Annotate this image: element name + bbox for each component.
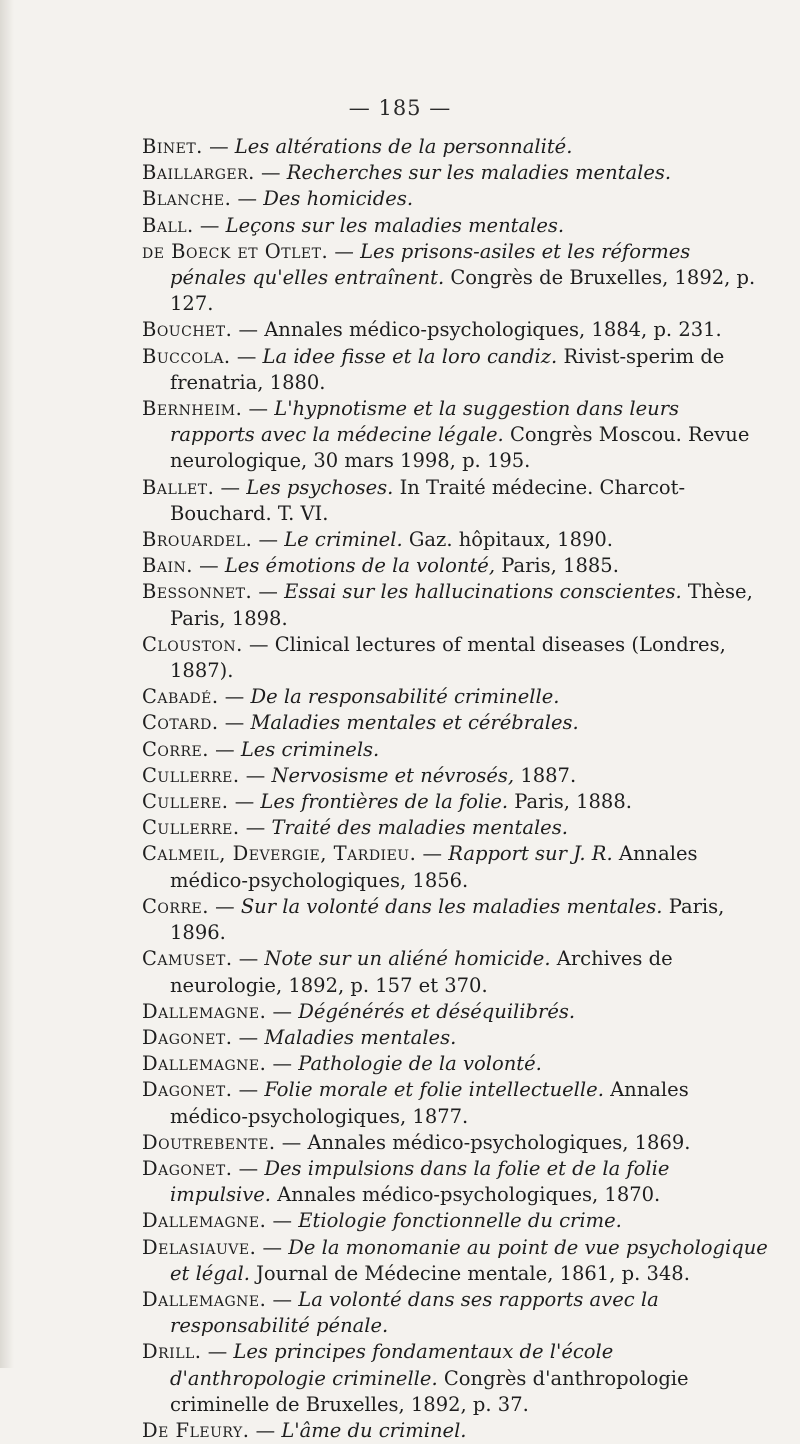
bibliography-entry xyxy=(142,1077,770,1129)
entry-title: La idee fisse et la loro candiz. xyxy=(262,344,558,368)
entry-separator: — xyxy=(252,580,285,604)
entry-separator: — xyxy=(232,318,265,342)
bibliography-entry xyxy=(142,632,770,684)
entry-details: Annales médico-psychologiques, 1856. xyxy=(170,842,698,892)
entry-title: Les altérations de la personnalité. xyxy=(234,135,573,158)
entry-author: Dallemagne. xyxy=(142,1209,267,1233)
entry-author: Delasiauve. xyxy=(142,1235,257,1259)
bibliography-entry xyxy=(142,317,770,343)
entry-details: Clinical lectures of mental diseases (Londres, 1887). xyxy=(170,632,726,683)
entry-title: Essai sur les hallucinations conscientes. xyxy=(284,580,682,604)
bibliography-entry xyxy=(142,1208,770,1234)
entry-title: Note sur un aliéné homicide. xyxy=(264,947,551,971)
entry-separator: — xyxy=(192,554,225,578)
entry-author: Ballet. xyxy=(142,475,215,499)
bibliography-entry xyxy=(142,160,770,186)
entry-author: Dallemagne. xyxy=(142,1052,267,1076)
entry-separator: — xyxy=(416,842,449,866)
entry-separator: — xyxy=(239,816,272,840)
entry-separator: — xyxy=(214,475,247,499)
bibliography-entry xyxy=(142,789,770,815)
entry-author: Brouardel. xyxy=(142,528,253,552)
bibliography-entry xyxy=(142,999,770,1025)
bibliography-entry xyxy=(142,134,770,160)
entry-separator: — xyxy=(275,1130,308,1154)
entry-separator: — xyxy=(232,1078,265,1102)
entry-title: Le criminel. xyxy=(284,528,403,552)
entry-author: Cabadé. xyxy=(142,685,219,709)
entry-author: Blanche. xyxy=(142,187,232,211)
entry-title: Les émotions de la volonté, xyxy=(224,554,496,578)
page-number: — 185 — xyxy=(348,96,452,120)
entry-author: Binet. xyxy=(142,135,203,158)
entry-author: Doutrebente. xyxy=(142,1130,276,1154)
entry-title: L'hypnotisme et la suggestion dans leurs rapports avec la médecine légale. xyxy=(170,397,680,447)
entry-separator: — xyxy=(254,161,287,185)
bibliography-entry xyxy=(142,737,770,763)
entry-separator: — xyxy=(242,397,275,421)
entry-author: Bessonnet. xyxy=(142,580,253,604)
entry-title: Recherches sur les maladies mentales. xyxy=(286,161,672,185)
entry-title: Etiologie fonctionnelle du crime. xyxy=(298,1209,622,1233)
entry-details: Journal de Médecine mentale, 1861, p. 348. xyxy=(249,1261,690,1285)
entry-details: 1887. xyxy=(514,763,577,787)
entry-author: Buccola. xyxy=(142,344,231,368)
entry-separator: — xyxy=(232,947,265,971)
entry-separator: — xyxy=(208,894,241,918)
entry-title: Pathologie de la volonté. xyxy=(298,1052,542,1076)
entry-details: Paris, 1888. xyxy=(508,790,632,814)
entry-author: de Boeck et Otlet. xyxy=(142,239,329,263)
entry-separator: — xyxy=(218,685,251,709)
entry-separator: — xyxy=(242,632,275,656)
entry-separator: — xyxy=(239,763,272,787)
bibliography-entry xyxy=(142,1130,770,1156)
entry-details: Archives de neurologie, 1892, p. 157 et 370. xyxy=(170,947,673,997)
bibliography-entry xyxy=(142,1156,770,1208)
entry-title: Les prisons-asiles et les réformes pénales qu'elles entraînent. xyxy=(170,239,691,290)
entry-title: Des homicides. xyxy=(263,187,414,211)
entry-author: Camuset. xyxy=(142,947,233,971)
entry-separator: — xyxy=(266,999,299,1023)
bibliography-entry xyxy=(142,1235,770,1287)
bibliography-entry xyxy=(142,344,770,396)
bibliography-entry xyxy=(142,710,770,736)
entry-separator: — xyxy=(218,711,251,735)
entry-title: Des impulsions dans la folie et de la folie impulsive. xyxy=(170,1156,670,1207)
entry-author: Clouston. xyxy=(142,632,243,656)
bibliography-entry xyxy=(142,1287,770,1339)
bibliography-entry xyxy=(142,763,770,789)
entry-details: Congrès d'anthropologie criminelle de Bruxelles, 1892, p. 37. xyxy=(170,1366,689,1416)
entry-separator: — xyxy=(231,187,264,211)
entry-title: Dégénérés et déséquilibrés. xyxy=(298,999,576,1023)
bibliography-entry xyxy=(142,1025,770,1051)
bibliography-entry xyxy=(142,475,770,527)
entry-details: Congrès de Bruxelles, 1892, p. 127. xyxy=(170,266,756,316)
entry-title: Les principes fondamentaux de l'école d'anthropologie criminelle. xyxy=(170,1340,614,1390)
bibliography-entry xyxy=(142,684,770,710)
entry-title: Folie morale et folie intellectuelle. xyxy=(264,1078,604,1102)
entry-separator: — xyxy=(232,1156,265,1180)
entry-author: Ball. xyxy=(142,213,194,237)
bibliography-entry xyxy=(142,396,770,475)
entry-author: De Fleury. xyxy=(142,1418,250,1442)
entry-title: L'âme du criminel. xyxy=(281,1418,467,1442)
entry-author: Calmeil, Devergie, Tardieu. xyxy=(142,842,417,866)
entry-author: Drill. xyxy=(142,1340,202,1364)
entry-title: Nervosisme et névrosés, xyxy=(271,763,515,787)
entry-separator: — xyxy=(202,135,235,158)
entry-separator: — xyxy=(208,737,241,761)
entry-author: Bain. xyxy=(142,554,193,578)
entry-separator: — xyxy=(266,1052,299,1076)
entry-title: La volonté dans ses rapports avec la responsabilité pénale. xyxy=(170,1287,659,1338)
bibliography-entry xyxy=(142,553,770,579)
bibliography-entry xyxy=(142,894,770,946)
entry-details: Gaz. hôpitaux, 1890. xyxy=(402,528,613,552)
entry-separator: — xyxy=(193,213,226,237)
entry-separator: — xyxy=(328,239,361,263)
entry-title: Les criminels. xyxy=(240,737,380,761)
entry-separator: — xyxy=(230,344,263,368)
entry-author: Bouchet. xyxy=(142,318,233,342)
entry-author: Dallemagne. xyxy=(142,1287,267,1311)
entry-details: Annales médico-psychologiques, 1870. xyxy=(271,1183,661,1207)
entry-author: Cotard. xyxy=(142,711,219,735)
entry-title: Sur la volonté dans les maladies mentales. xyxy=(240,894,663,918)
entry-author: Dagonet. xyxy=(142,1025,233,1049)
entry-author: Dagonet. xyxy=(142,1156,233,1180)
entry-separator: — xyxy=(266,1287,299,1311)
bibliography-entry xyxy=(142,841,770,893)
entry-author: Cullerre. xyxy=(142,816,240,840)
entry-title: Maladies mentales et cérébrales. xyxy=(250,711,579,735)
entry-author: Corre. xyxy=(142,894,209,918)
entry-title: Les frontières de la folie. xyxy=(260,790,509,814)
entry-title: De la responsabilité criminelle. xyxy=(250,685,560,709)
bibliography-entry xyxy=(142,1339,770,1418)
entry-separator: — xyxy=(252,528,285,552)
entry-author: Dallemagne. xyxy=(142,999,267,1023)
entry-details: In Traité médecine. Charcot-Bouchard. T. VI. xyxy=(170,475,686,525)
entry-separator: — xyxy=(266,1209,299,1233)
bibliography-entry xyxy=(142,579,770,631)
entry-separator: — xyxy=(232,1025,265,1049)
entry-author: Dagonet. xyxy=(142,1078,233,1102)
bibliography-entry xyxy=(142,527,770,553)
entry-separator: — xyxy=(249,1418,282,1442)
entry-details: Annales médico-psychologiques, 1877. xyxy=(170,1078,689,1128)
entry-details: Annales médico-psychologiques, 1884, p. 231. xyxy=(264,318,722,342)
bibliography-entry xyxy=(142,239,770,318)
bibliography-list xyxy=(142,134,770,1444)
bibliography-entry xyxy=(142,1418,770,1444)
entry-separator: — xyxy=(201,1340,234,1364)
bibliography-entry xyxy=(142,186,770,212)
entry-details: Congrès Moscou. Revue neurologique, 30 mars 1998, p. 195. xyxy=(170,423,750,473)
entry-details: Annales médico-psychologiques, 1869. xyxy=(307,1130,691,1154)
entry-title: De la monomanie au point de vue psychologique et légal. xyxy=(170,1235,768,1285)
entry-author: Corre. xyxy=(142,737,209,761)
entry-title: Leçons sur les maladies mentales. xyxy=(225,213,565,237)
entry-details: Paris, 1896. xyxy=(170,894,725,945)
entry-title: Traité des maladies mentales. xyxy=(271,816,568,840)
bibliography-entry xyxy=(142,946,770,998)
entry-title: Les psychoses. xyxy=(246,475,394,499)
entry-details: Rivist-sperim de frenatria, 1880. xyxy=(170,344,725,394)
entry-details: Paris, 1885. xyxy=(495,554,619,578)
bibliography-entry xyxy=(142,815,770,841)
entry-separator: — xyxy=(228,790,261,814)
entry-title: Maladies mentales. xyxy=(264,1025,457,1049)
entry-separator: — xyxy=(256,1235,289,1259)
page-gutter-shadow xyxy=(0,0,14,1368)
bibliography-entry xyxy=(142,1051,770,1077)
entry-details: Thèse, Paris, 1898. xyxy=(170,580,753,630)
bibliography-entry xyxy=(142,213,770,239)
entry-author: Cullerre. xyxy=(142,763,240,787)
entry-title: Rapport sur J. R. xyxy=(448,842,613,866)
entry-author: Bernheim. xyxy=(142,397,243,421)
entry-author: Cullere. xyxy=(142,790,229,814)
entry-author: Baillarger. xyxy=(142,161,255,185)
